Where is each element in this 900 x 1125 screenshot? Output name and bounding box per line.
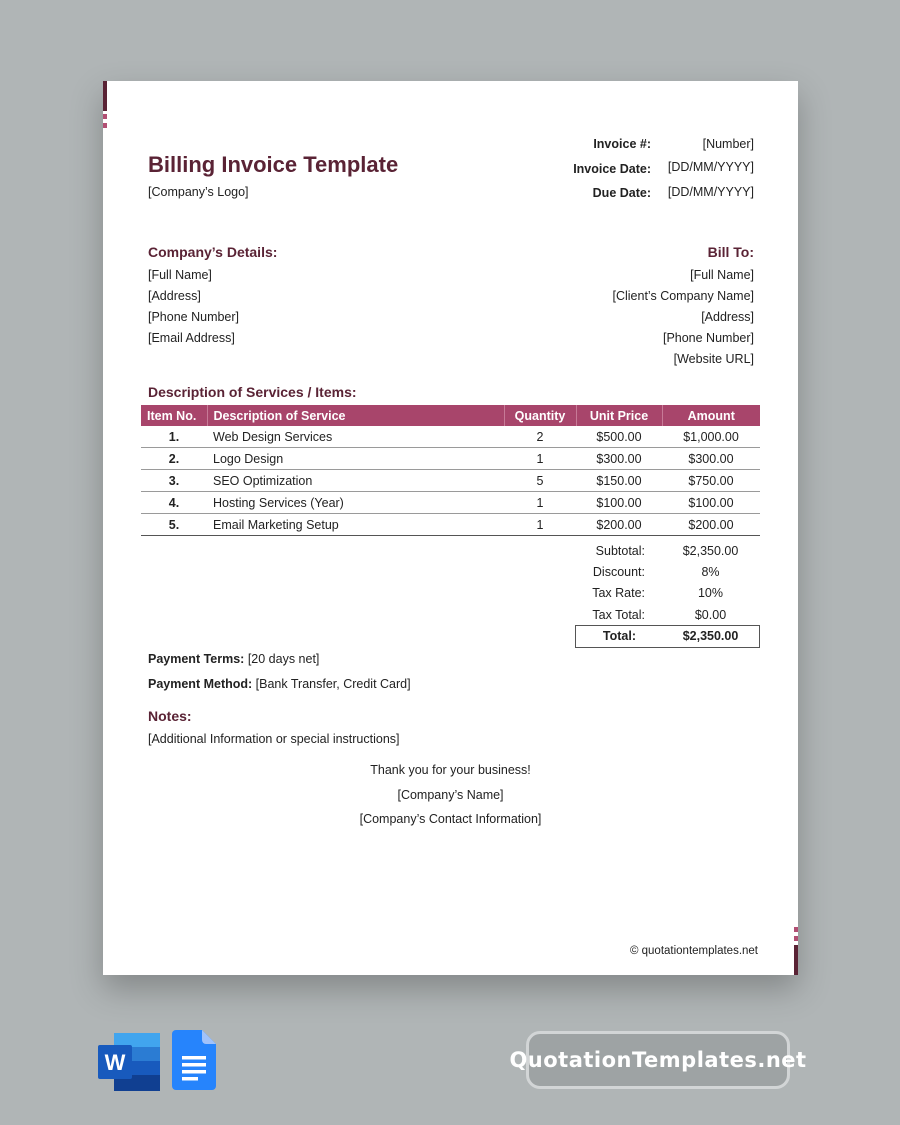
client-phone: [Phone Number] xyxy=(662,331,754,345)
tax-total-label: Tax Total: xyxy=(592,608,645,622)
table-row xyxy=(141,470,760,492)
tax-rate-label: Tax Rate: xyxy=(592,586,645,600)
tax-rate-value: 10% xyxy=(697,586,724,600)
company-phone: [Phone Number] xyxy=(148,310,240,324)
item-amount: $300.00 xyxy=(662,448,760,470)
payment-terms-label: Payment Terms: xyxy=(148,652,245,666)
item-amount: $1,000.00 xyxy=(662,426,760,448)
invoice-date-value: [DD/MM/YYYY] xyxy=(667,160,754,174)
item-unit-price: $150.00 xyxy=(576,470,662,492)
subtotal-label: Subtotal: xyxy=(595,544,645,558)
copyright-footer: © quotationtemplates.net xyxy=(629,945,758,957)
item-description: Logo Design xyxy=(207,448,504,470)
column-header-item-no: Item No. xyxy=(141,405,207,426)
bill-to-heading: Bill To: xyxy=(707,244,754,260)
corner-dot xyxy=(794,936,798,941)
invoice-number-value: [Number] xyxy=(702,137,754,151)
item-number: 2. xyxy=(141,448,207,470)
item-quantity: 1 xyxy=(504,514,576,536)
column-header-description: Description of Service xyxy=(207,405,504,426)
due-date-value: [DD/MM/YYYY] xyxy=(667,185,754,199)
item-description: Hosting Services (Year) xyxy=(207,492,504,514)
corner-accent-top xyxy=(103,81,107,111)
company-details-heading: Company’s Details: xyxy=(148,244,278,260)
item-amount: $200.00 xyxy=(662,514,760,536)
total-label: Total: xyxy=(602,629,636,643)
item-amount: $750.00 xyxy=(662,470,760,492)
item-unit-price: $300.00 xyxy=(576,448,662,470)
thank-you-message: Thank you for your business! xyxy=(370,763,531,777)
closing-contact-info: [Company’s Contact Information] xyxy=(359,812,542,826)
invoice-page xyxy=(103,81,798,975)
item-unit-price: $100.00 xyxy=(576,492,662,514)
company-logo-placeholder: [Company’s Logo] xyxy=(148,185,249,199)
subtotal-value: $2,350.00 xyxy=(682,544,739,558)
client-full-name: [Full Name] xyxy=(690,268,754,282)
table-row xyxy=(141,448,760,470)
item-quantity: 2 xyxy=(504,426,576,448)
word-icon xyxy=(98,1033,160,1091)
corner-dot xyxy=(794,927,798,932)
item-description: Web Design Services xyxy=(207,426,504,448)
item-number: 4. xyxy=(141,492,207,514)
due-date-label: Due Date: xyxy=(592,186,651,200)
item-number: 5. xyxy=(141,514,207,536)
brand-badge: QuotationTemplates.net xyxy=(526,1031,790,1089)
table-row xyxy=(141,514,760,536)
word-icon-letter: W xyxy=(104,1050,126,1075)
client-website: [Website URL] xyxy=(673,352,754,366)
column-header-amount: Amount xyxy=(662,405,760,426)
discount-value: 8% xyxy=(701,565,720,579)
google-docs-icon xyxy=(172,1030,216,1090)
total-value: $2,350.00 xyxy=(682,629,739,643)
invoice-date-label: Invoice Date: xyxy=(573,162,651,176)
invoice-number-label: Invoice #: xyxy=(593,137,651,151)
corner-accent-bottom xyxy=(794,945,798,975)
item-quantity: 5 xyxy=(504,470,576,492)
company-email: [Email Address] xyxy=(148,331,235,345)
invoice-title: Billing Invoice Template xyxy=(148,152,399,177)
company-full-name: [Full Name] xyxy=(148,268,212,282)
table-row xyxy=(141,492,760,514)
payment-method-label: Payment Method: xyxy=(148,677,253,691)
item-unit-price: $500.00 xyxy=(576,426,662,448)
item-amount: $100.00 xyxy=(662,492,760,514)
item-description: SEO Optimization xyxy=(207,470,504,492)
payment-method xyxy=(148,677,411,692)
tax-total-value: $0.00 xyxy=(694,608,727,622)
payment-terms xyxy=(148,652,319,667)
item-quantity: 1 xyxy=(504,492,576,514)
discount-label: Discount: xyxy=(592,565,645,579)
payment-method-value: [Bank Transfer, Credit Card] xyxy=(252,677,411,691)
corner-dot xyxy=(103,123,107,128)
notes-text: [Additional Information or special instructions] xyxy=(148,732,400,746)
column-header-unit-price: Unit Price xyxy=(576,405,662,426)
client-address: [Address] xyxy=(701,310,754,324)
payment-terms-value: [20 days net] xyxy=(244,652,320,666)
item-unit-price: $200.00 xyxy=(576,514,662,536)
item-number: 3. xyxy=(141,470,207,492)
client-company-name: [Client’s Company Name] xyxy=(612,289,754,303)
services-table xyxy=(141,405,760,536)
services-heading: Description of Services / Items: xyxy=(148,384,357,400)
table-header-row xyxy=(141,405,760,426)
item-number: 1. xyxy=(141,426,207,448)
company-address: [Address] xyxy=(148,289,201,303)
closing-company-name: [Company’s Name] xyxy=(397,788,504,802)
column-header-quantity: Quantity xyxy=(504,405,576,426)
notes-heading: Notes: xyxy=(148,708,192,724)
item-quantity: 1 xyxy=(504,448,576,470)
item-description: Email Marketing Setup xyxy=(207,514,504,536)
table-row xyxy=(141,426,760,448)
corner-dot xyxy=(103,114,107,119)
